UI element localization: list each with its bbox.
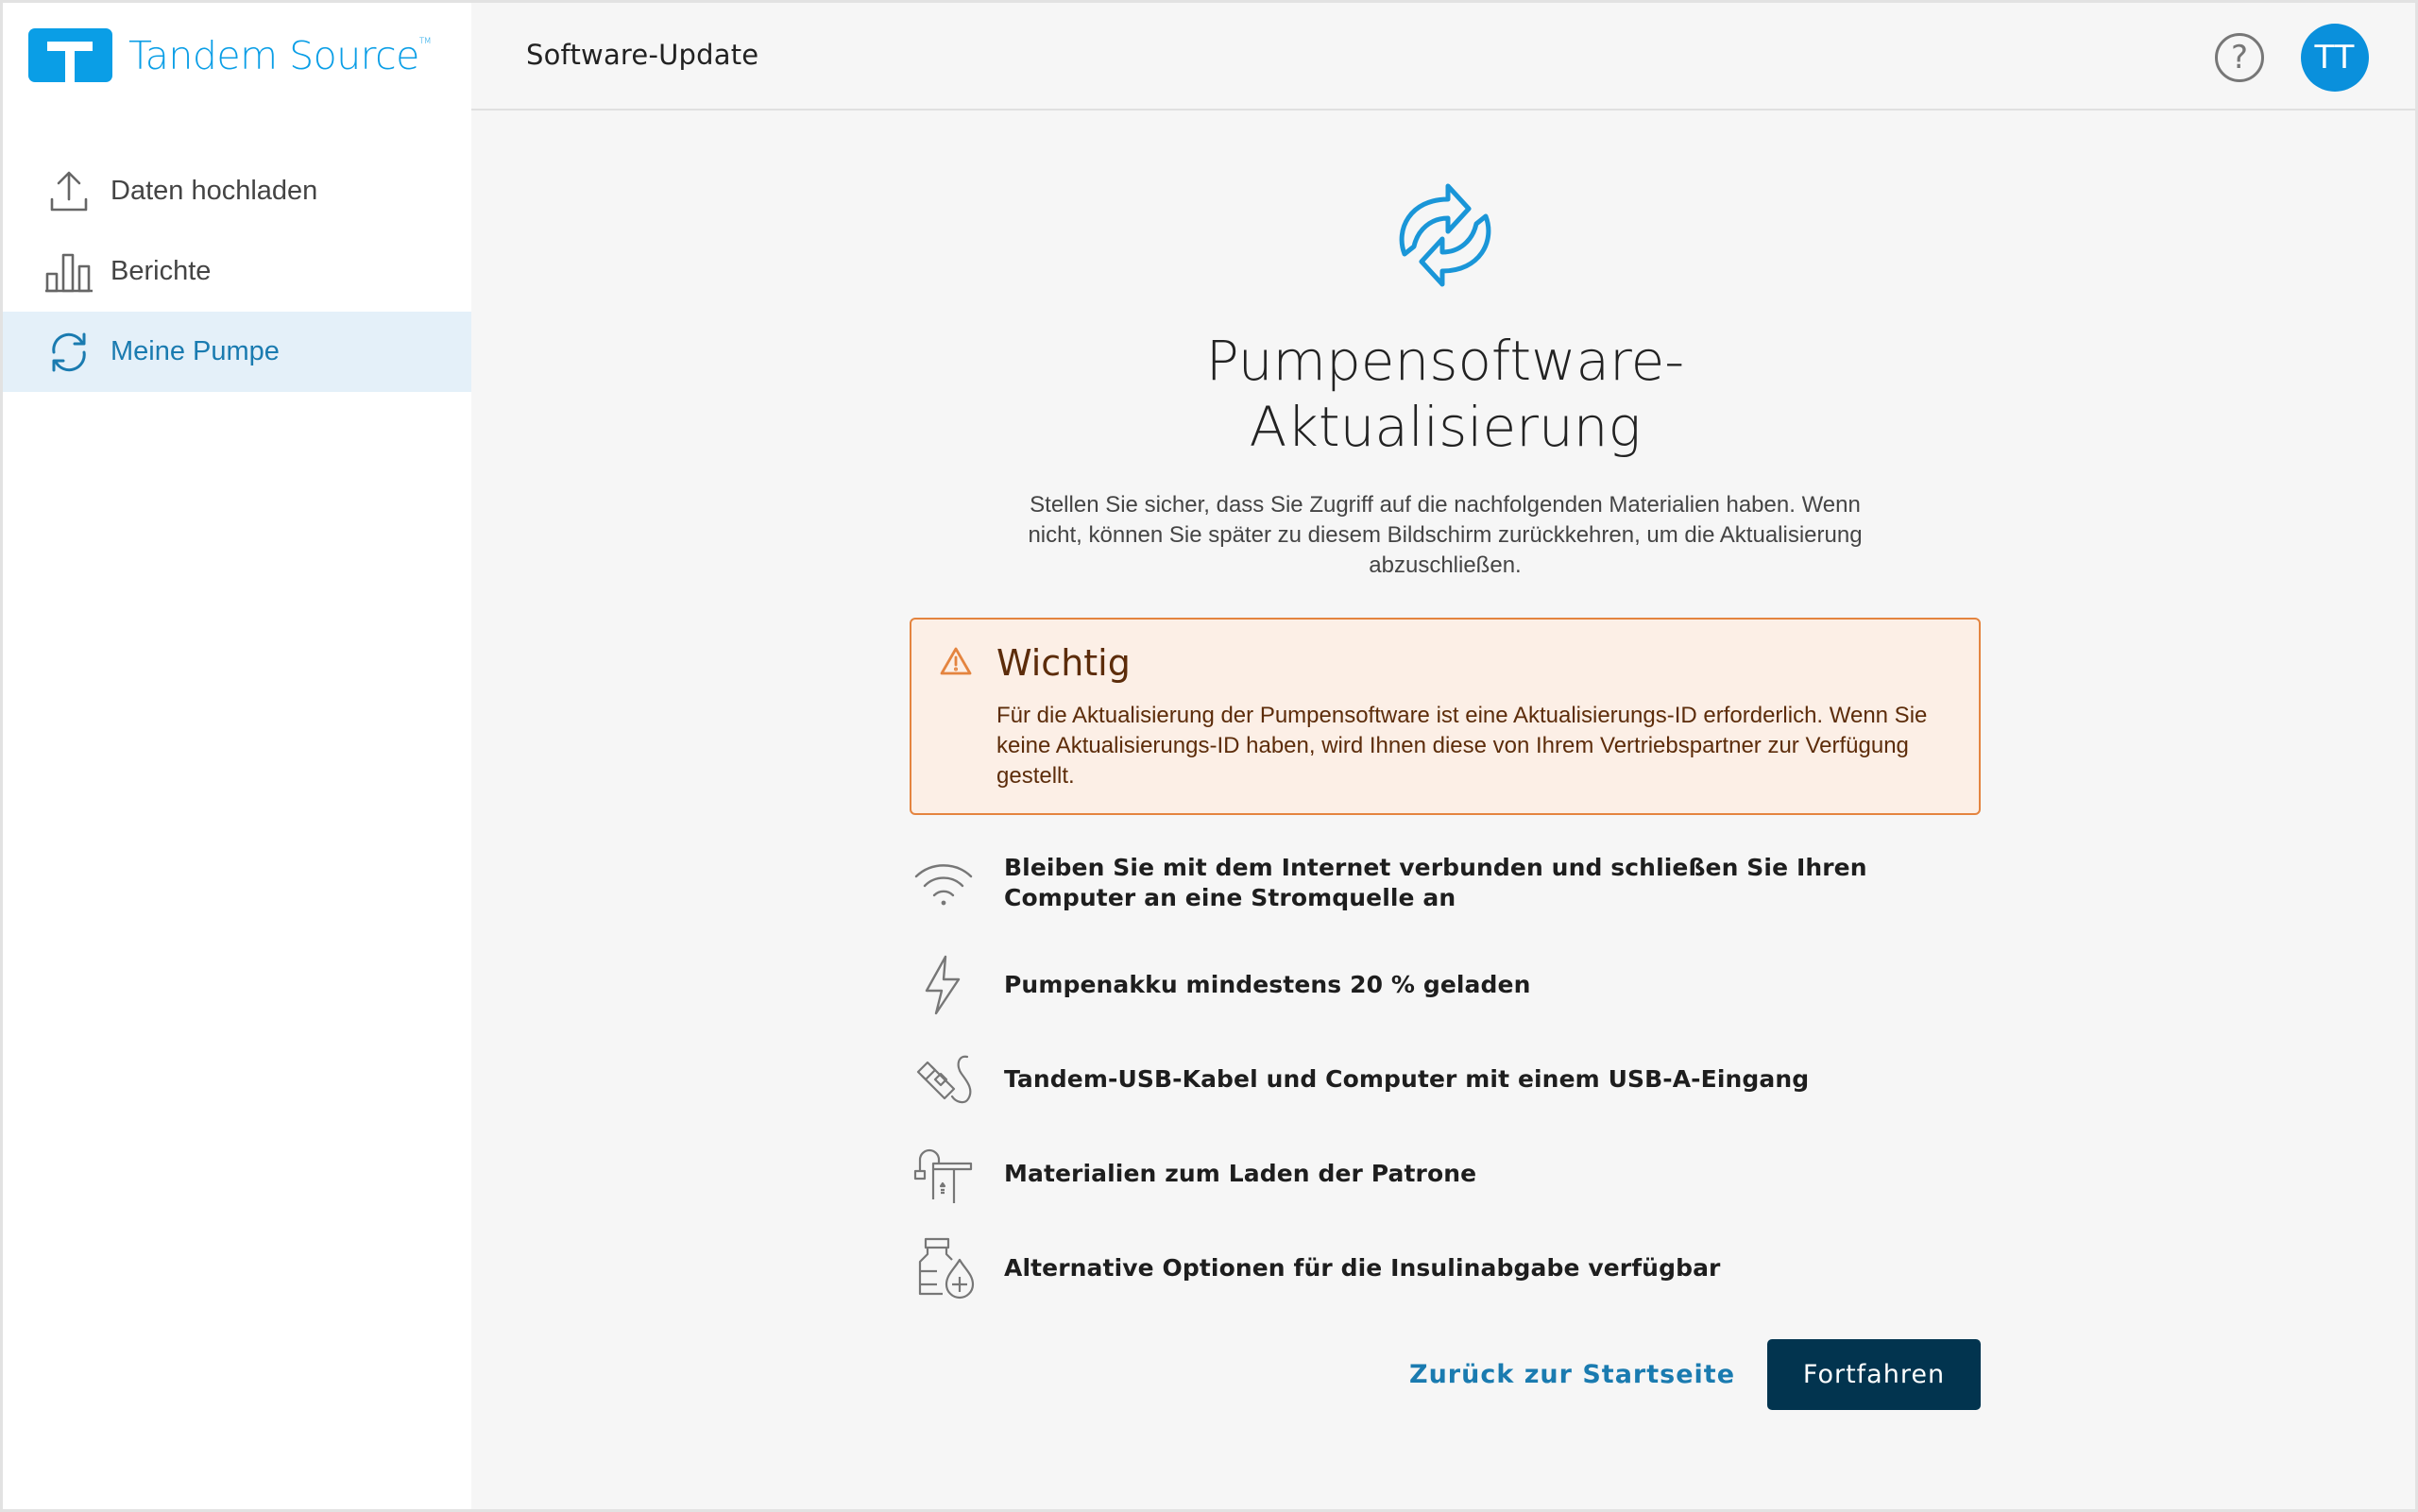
requirement-text: Tandem-USB-Kabel und Computer mit einem USB-A-Eingang: [1004, 1065, 1810, 1093]
back-to-home-link[interactable]: Zurück zur Startseite: [1409, 1360, 1735, 1389]
sidebar-nav: [3, 151, 471, 392]
requirement-text: Bleiben Sie mit dem Internet verbunden und schließen Sie Ihren Computer an eine Stromquelle an: [1004, 854, 1867, 911]
wifi-icon: [910, 849, 978, 917]
intro-description: Stellen Sie sicher, dass Sie Zugriff auf die nachfolgenden Materialien haben. Wenn nicht, können Sie später zu diesem Bildschirm zurückkehren, um die Aktualisierung abzuschließen.: [1028, 492, 1863, 578]
bar-chart-icon: [44, 247, 94, 297]
sidebar-item-meine-pumpe[interactable]: [3, 312, 471, 392]
sidebar-item-label: Meine Pumpe: [111, 336, 280, 366]
cartridge-loading-icon: [910, 1140, 978, 1208]
tandem-logo-icon: [28, 28, 112, 82]
requirement-text: Alternative Optionen für die Insulinabgabe verfügbar: [1004, 1254, 1721, 1282]
question-mark-icon: ?: [2230, 39, 2249, 76]
sidebar-item-label: Daten hochladen: [111, 176, 318, 206]
usb-cable-icon: [910, 1045, 978, 1113]
avatar-initials: TT: [2314, 39, 2356, 76]
top-header: [471, 3, 2415, 110]
requirement-text: Materialien zum Laden der Patrone: [1004, 1160, 1477, 1187]
page-title: Software-Update: [526, 39, 759, 71]
warning-triangle-icon: [940, 646, 972, 676]
requirement-text: Pumpenakku mindestens 20 % geladen: [1004, 971, 1531, 998]
list-item: [910, 1234, 1981, 1302]
insulin-vial-icon: [910, 1234, 978, 1302]
main-content: [471, 112, 2415, 1509]
sync-arrows-icon: [1393, 180, 1497, 290]
sidebar-item-daten-hochladen[interactable]: [3, 151, 471, 231]
sync-icon: [44, 328, 94, 377]
app-window: [3, 3, 2415, 1509]
sidebar-item-label: Berichte: [111, 256, 212, 286]
important-notice: [910, 618, 1981, 815]
continue-button[interactable]: Fortfahren: [1767, 1339, 1981, 1410]
list-item: [910, 1045, 1981, 1113]
sidebar-item-berichte[interactable]: [3, 231, 471, 312]
main-heading: Pumpensoftware- Aktualisierung: [1205, 329, 1685, 459]
user-avatar[interactable]: [2301, 24, 2369, 92]
list-item: [910, 951, 1981, 1019]
lightning-icon: [910, 951, 978, 1019]
notice-body: Für die Aktualisierung der Pumpensoftware ist eine Aktualisierungs-ID erforderlich. Wenn Sie keine Aktualisierungs-ID haben, wird Ihnen diese von Ihrem Vertriebspartner zur Verfügung gestellt.: [996, 703, 1928, 789]
brand-name: Tandem Source™: [128, 32, 432, 78]
upload-icon: [44, 167, 94, 216]
help-button[interactable]: [2215, 33, 2264, 82]
sidebar: [3, 3, 471, 1509]
list-item: [910, 1140, 1981, 1208]
notice-title: Wichtig: [996, 642, 1131, 684]
action-bar: [1409, 1339, 1981, 1410]
brand-logo[interactable]: [28, 28, 431, 82]
list-item: [910, 849, 1981, 917]
